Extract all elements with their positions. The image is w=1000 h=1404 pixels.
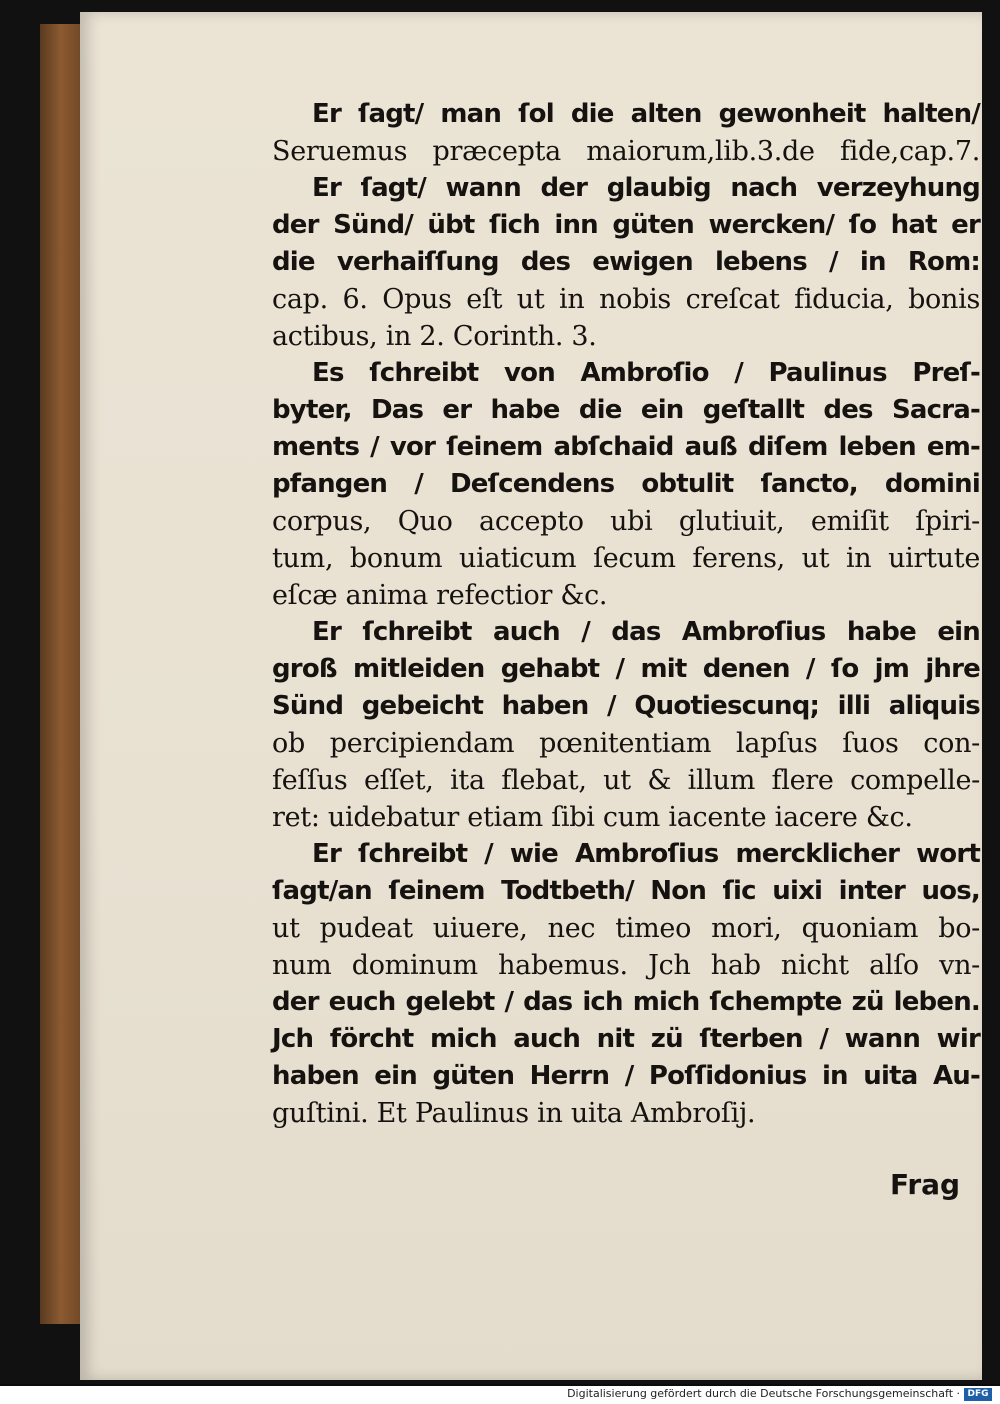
- text-line: guſtini. Et Paulinus in uita Ambroſij.: [272, 1098, 756, 1129]
- text-line: cap. 6. Opus eſt ut in nobis creſcat fiducia, bonis: [272, 284, 980, 315]
- text-line: die verhaiſſung des ewigen lebens / in Rom:: [272, 247, 980, 277]
- dfg-logo-icon: DFG: [964, 1388, 992, 1401]
- text-line: ments / vor ſeinem abſchaid auß diſem leben em-: [272, 432, 980, 462]
- text-line: pfangen / Deſcendens obtulit ſancto, domini: [272, 469, 980, 499]
- text-line: Er ſchreibt / wie Ambroſius mercklicher wort: [312, 839, 980, 869]
- text-line: byter, Das er habe die ein geſtallt des Sacra-: [272, 395, 980, 425]
- text-line: corpus, Quo accepto ubi glutiuit, emiſit ſpiri-: [272, 506, 980, 537]
- text-line: Er ſagt/ wann der glaubig nach verzeyhung: [312, 173, 980, 203]
- text-line: Jch förcht mich auch nit zü ſterben / wann wir: [272, 1024, 980, 1054]
- text-line: ut pudeat uiuere, nec timeo mori, quoniam bo-: [272, 913, 980, 944]
- page-text-block: [272, 96, 980, 1132]
- text-line: groß mitleiden gehabt / mit denen / ſo jm jhre: [272, 654, 980, 684]
- text-line: Seruemus præcepta maiorum,lib.3.de fide,cap.7.: [272, 136, 980, 167]
- text-line: Sünd gebeicht haben / Quotiescunq; illi aliquis: [272, 691, 980, 721]
- text-line: haben ein güten Herrn / Poſſidonius in uita Au-: [272, 1061, 980, 1091]
- text-line: der Sünd/ übt ſich inn güten wercken/ ſo hat er: [272, 210, 980, 240]
- footer-credit: Digitalisierung gefördert durch die Deutsche Forschungsgemeinschaft ·: [567, 1387, 960, 1400]
- text-line: eſcæ anima refectior &c.: [272, 580, 608, 611]
- text-line: num dominum habemus. Jch hab nicht alſo vn-: [272, 950, 980, 981]
- text-line: ob percipiendam pœnitentiam lapſus ſuos con-: [272, 728, 980, 759]
- text-line: feſſus eſſet, ita flebat, ut & illum flere compelle-: [272, 765, 980, 796]
- text-line: tum, bonum uiaticum ſecum ferens, ut in uirtute: [272, 543, 980, 574]
- text-line: ret: uidebatur etiam ſibi cum iacente iacere &c.: [272, 802, 913, 833]
- text-line: Er ſchreibt auch / das Ambroſius habe ein: [312, 617, 980, 647]
- text-line: ſagt/an ſeinem Todtbeth/ Non ſic uixi inter uos,: [272, 876, 980, 906]
- text-line: Er ſagt/ man ſol die alten gewonheit halten/: [312, 99, 980, 129]
- text-line: der euch gelebt / das ich mich ſchempte zü leben.: [272, 987, 980, 1017]
- footer-bar: [0, 1386, 1000, 1404]
- catchword: Frag: [890, 1168, 961, 1201]
- text-line: actibus, in 2. Corinth. 3.: [272, 321, 597, 352]
- text-line: Es ſchreibt von Ambroſio / Paulinus Preſ-: [312, 358, 980, 388]
